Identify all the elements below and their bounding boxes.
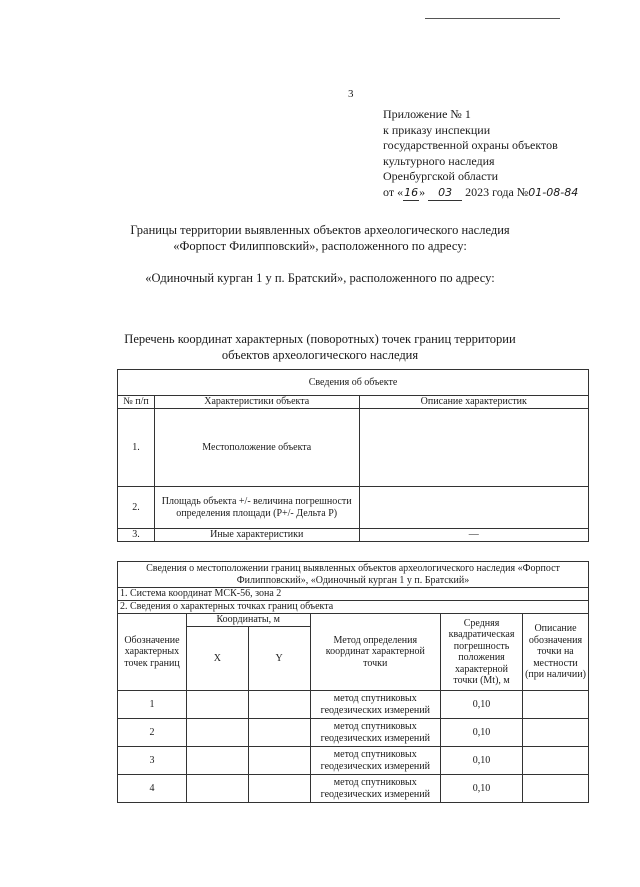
annex-line: государственной охраны объектов (383, 138, 558, 152)
coordinates-table (117, 561, 589, 803)
annex-block (383, 107, 578, 201)
section-title: 2. Сведения о характерных точках границ объекта (118, 601, 589, 614)
coord-x (186, 747, 248, 775)
error: 0,10 (441, 719, 523, 747)
annex-line: культурного наследия (383, 153, 495, 168)
table-title: Сведения о местоположении границ выявленных объектов археологического наследия «Форпост Филипповский», «Одиночный курган 1 у п. Братский» (118, 562, 589, 588)
point-desc (523, 775, 589, 803)
point-id: 1 (118, 691, 187, 719)
date-prefix: от « (383, 184, 404, 199)
method: метод спутниковых геодезических измерений (310, 747, 441, 775)
row-desc (359, 409, 588, 487)
heading-coordinates-list (0, 331, 640, 363)
header-cell: Характеристики объекта (154, 396, 359, 409)
row-desc: — (359, 529, 588, 542)
coordinate-system: 1. Система координат МСК-56, зона 2 (118, 588, 589, 601)
error: 0,10 (441, 747, 523, 775)
row-name: Площадь объекта +/- величина погрешности определения площади (Р+/- Дельта Р) (154, 487, 359, 529)
heading-line: Перечень координат характерных (поворотных) точек границ территории (124, 332, 516, 346)
heading-line: «Форпост Филипповский», расположенного по адресу: (173, 239, 467, 253)
row-desc (359, 487, 588, 529)
table-row (118, 409, 589, 487)
heading-line: объектов археологического наследия (221, 348, 419, 362)
col-points-header: Обозначение характерных точек границ (118, 614, 187, 691)
row-number: 3. (118, 529, 155, 542)
point-id: 3 (118, 747, 187, 775)
col-error-header: Средняя квадратическая погрешность положения характерной точки (Mt), м (441, 614, 523, 691)
heading-kurgan: «Одиночный курган 1 у п. Братский», расположенного по адресу: (145, 271, 495, 285)
row-name: Иные характеристики (154, 529, 359, 542)
date-close: » (419, 184, 426, 199)
coord-x (186, 691, 248, 719)
coord-y (248, 747, 310, 775)
point-id: 2 (118, 719, 187, 747)
error: 0,10 (441, 691, 523, 719)
object-info-table (117, 369, 589, 542)
coord-x (186, 775, 248, 803)
annex-line: к приказу инспекции (383, 122, 491, 137)
annex-line: Оренбургской области (383, 169, 499, 183)
top-rule (425, 18, 560, 19)
table-title: Сведения об объекте (118, 370, 589, 396)
row-number: 1. (118, 409, 155, 487)
row-name: Местоположение объекта (154, 409, 359, 487)
header-cell: Описание характеристик (359, 396, 588, 409)
col-x-header: X (186, 627, 248, 691)
table-row (118, 719, 589, 747)
point-desc (523, 691, 589, 719)
handwritten-order-number: 01-08-84 (528, 185, 579, 199)
page-number: 3 (348, 88, 354, 100)
heading-line: Границы территории выявленных объектов археологического наследия (130, 223, 510, 237)
col-method-header: Метод определения координат характерной точки (310, 614, 441, 691)
method: метод спутниковых геодезических измерений (310, 719, 441, 747)
point-id: 4 (118, 775, 187, 803)
col-desc-header: Описание обозначения точки на местности (при наличии) (523, 614, 589, 691)
table-row (118, 487, 589, 529)
coord-y (248, 691, 310, 719)
year-text: 2023 года № (465, 184, 529, 199)
col-coords-header: Координаты, м (186, 614, 310, 627)
row-number: 2. (118, 487, 155, 529)
coord-x (186, 719, 248, 747)
point-desc (523, 719, 589, 747)
method: метод спутниковых геодезических измерений (310, 775, 441, 803)
coord-y (248, 719, 310, 747)
heading-objects (0, 222, 640, 254)
table-row (118, 747, 589, 775)
method: метод спутниковых геодезических измерений (310, 691, 441, 719)
handwritten-day: 16 (403, 185, 419, 202)
header-cell: № п/п (118, 396, 155, 409)
table-row (118, 691, 589, 719)
annex-line: Приложение № 1 (383, 107, 471, 121)
table-row (118, 775, 589, 803)
coord-y (248, 775, 310, 803)
point-desc (523, 747, 589, 775)
handwritten-month: 03 (428, 185, 462, 202)
annex-date-line (383, 185, 578, 202)
col-y-header: Y (248, 627, 310, 691)
table-row (118, 529, 589, 542)
error: 0,10 (441, 775, 523, 803)
